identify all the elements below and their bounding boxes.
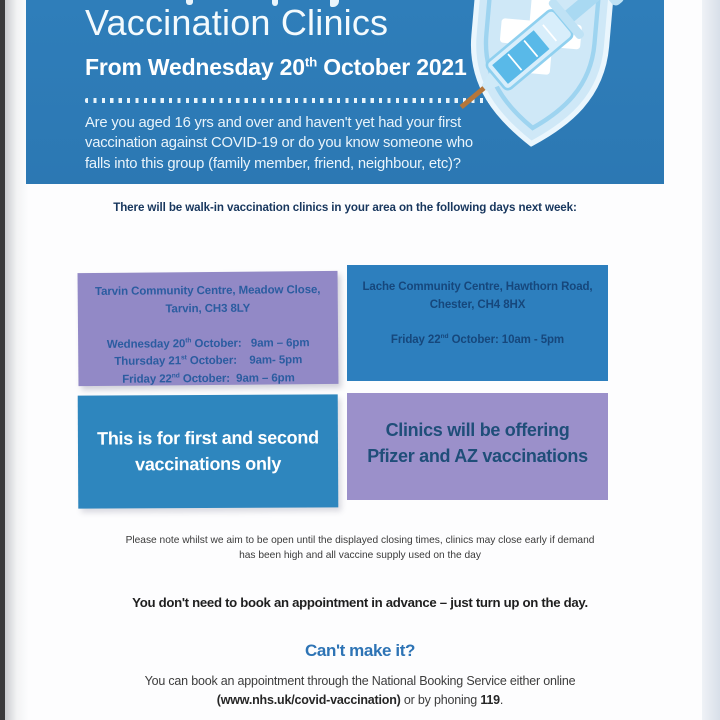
- date-ordinal: th: [304, 54, 318, 70]
- intro-heading: There will be walk-in vaccination clinics in your area on the following days next week:: [113, 201, 577, 214]
- booking-mid: or by phoning: [400, 693, 481, 708]
- schedule-text: Wednesday 20: [106, 337, 186, 351]
- schedule-text: Thursday 21: [114, 355, 182, 369]
- schedule-text: October: 10am - 5pm: [448, 333, 565, 346]
- paragraph-line: Are you aged 16 yrs and over and haven't yet had your first: [85, 115, 461, 131]
- info-text-line: Clinics will be offering: [385, 420, 570, 440]
- date-post: October 2021: [317, 54, 467, 80]
- booking-url: (www.nhs.uk/covid-vaccination): [216, 693, 401, 708]
- schedule-text: Friday 22: [122, 373, 172, 387]
- clinic-address: Lache Community Centre, Hawthorn Road,: [362, 281, 593, 293]
- date-pre: From Wednesday 20: [85, 54, 305, 80]
- dotted-separator: [85, 98, 499, 103]
- schedule-line: [347, 332, 608, 350]
- booking-phone: 119: [480, 693, 500, 708]
- schedule-line: [78, 370, 338, 390]
- schedule-text: October: 9am- 5pm: [186, 354, 303, 368]
- no-booking-text: You don't need to book an appointment in advance – just turn up on the day.: [132, 595, 588, 610]
- booking-line-1: You can book an appointment through the National Booking Service either online: [144, 674, 576, 688]
- schedule-line: [78, 352, 338, 372]
- paragraph-line: falls into this group (family member, friend, neighbour, etc)?: [85, 155, 461, 172]
- cant-make-it-heading: Can't make it?: [305, 641, 415, 660]
- header-date-line: [85, 54, 467, 81]
- scan-edge-right: [702, 0, 720, 720]
- schedule-ordinal: st: [180, 354, 187, 362]
- schedule-text: October: 9am – 6pm: [179, 372, 295, 386]
- schedule-text: October: 9am – 6pm: [191, 336, 310, 350]
- booking-end: .: [499, 693, 504, 708]
- closing-note: [60, 533, 660, 564]
- schedule-ordinal: th: [185, 336, 192, 344]
- spacer: [347, 315, 608, 332]
- clinic-address: Tarvin Community Centre, Meadow Close,: [94, 284, 321, 298]
- booking-line-2: [40, 691, 680, 710]
- booking-info: [40, 672, 680, 711]
- schedule-ordinal: nd: [171, 372, 180, 380]
- page-title: Vaccination Clinics: [85, 2, 389, 43]
- paragraph-line: vaccination against COVID-19 or do you know someone who: [85, 135, 473, 152]
- info-box-vaccine-types: [347, 393, 608, 500]
- note-line: Please note whilst we aim to be open until the displayed closing times, clinics may close early if demand: [125, 535, 595, 546]
- info-box-first-second: [78, 394, 339, 508]
- clinic-box-tarvin: [78, 271, 339, 386]
- header-paragraph: [85, 113, 495, 174]
- info-text-line: vaccinations only: [135, 453, 282, 474]
- clinic-address: Chester, CH4 8HX: [429, 298, 526, 311]
- schedule-text: Friday 22: [390, 333, 441, 346]
- info-text-line: Pfizer and AZ vaccinations: [367, 445, 588, 466]
- clinic-address: Tarvin, CH3 8LY: [165, 302, 251, 316]
- schedule-ordinal: nd: [440, 332, 449, 340]
- note-line: has been high and all vaccine supply used on the day: [239, 550, 481, 562]
- info-text-line: This is for first and second: [97, 427, 319, 449]
- shield-cross-syringe-icon: [443, 0, 636, 164]
- clinic-box-lache: [347, 265, 608, 381]
- schedule-line: [78, 334, 338, 354]
